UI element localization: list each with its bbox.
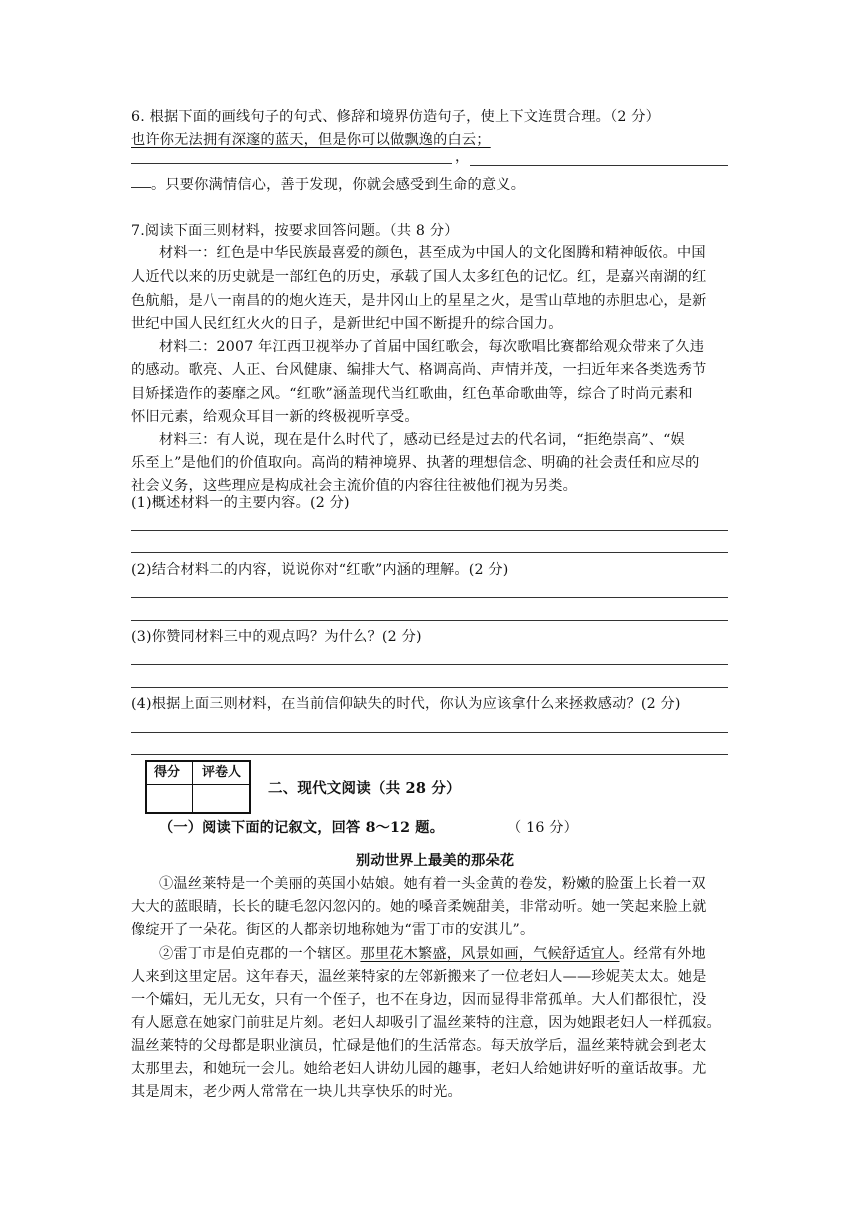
article-text: ②雷丁市是伯克郡的一个辖区。 xyxy=(159,946,361,962)
material-2-line: 的感动。歌亮、人正、台风健康、编排大气、格调高尚、声情并茂，一扫近年来各类选秀节 xyxy=(131,362,707,378)
q6-example-sentence: 也许你无法拥有深邃的蓝天，但是你可以做飘逸的白云； xyxy=(131,132,491,148)
material-1-line: 色航船，是八一南昌的的炮火连天，是井冈山上的星星之火，是雪山草地的赤胆忠心，是新 xyxy=(131,293,707,309)
article-line: 一个孀妇，无儿无女，只有一个侄子，也不在身边，因而显得非常孤单。大人们都很忙，没 xyxy=(131,992,707,1008)
section2-points: （ 16 分） xyxy=(507,820,579,836)
q7-sub1-prompt: (1)概述材料一的主要内容。(2 分) xyxy=(131,495,350,511)
q6-ending-text: 。只要你满情信心，善于发现，你就会感受到生命的意义。 xyxy=(151,177,526,193)
q7-sub3-prompt: (3)你赞同材料三中的观点吗？为什么？(2 分) xyxy=(131,629,422,645)
section2-title: 二、现代文阅读（共 28 分） xyxy=(268,780,461,797)
score-box xyxy=(145,760,251,814)
q6-prompt: 6. 根据下面的画线句子的句式、修辞和境界仿造句子，使上下文连贯合理。（2 分） xyxy=(131,109,661,125)
article-line: 有人愿意在她家门前驻足片刻。老妇人却吸引了温丝莱特的注意，因为她跟老妇人一样孤寂。 xyxy=(131,1015,721,1031)
material-2-line: 材料二：2007 年江西卫视举办了首届中国红歌会，每次歌唱比赛都给观众带来了久违 xyxy=(159,339,705,355)
article-line: 大大的蓝眼睛，长长的睫毛忽闪忽闪的。她的嗓音柔婉甜美，非常动听。她一笑起来脸上就 xyxy=(131,899,707,915)
article-line-first xyxy=(159,944,706,964)
article-line: 温丝莱特的父母都是职业演员，忙碌是他们的生活常态。每天放学后，温丝莱特就会到老太 xyxy=(131,1038,707,1054)
q7-prompt: 7.阅读下面三则材料，按要求回答问题。（共 8 分） xyxy=(131,223,459,239)
q7-sub1-answer-line[interactable] xyxy=(131,552,728,553)
q7-sub1-answer-line[interactable] xyxy=(131,530,728,531)
article-line: 人来到这里定居。这年春天，温丝莱特家的左邻新搬来了一位老妇人——珍妮芙太太。她是 xyxy=(131,969,707,985)
article-text: 。经常有外地 xyxy=(619,946,706,962)
material-1-line: 世纪中国人民红红火火的日子，是新世纪中国不断提升的综合国力。 xyxy=(131,316,563,332)
q7-sub4-answer-line[interactable] xyxy=(131,754,728,755)
q7-sub2-answer-line[interactable] xyxy=(131,620,728,621)
score-input-cell[interactable] xyxy=(147,785,191,814)
q7-sub2-prompt: (2)结合材料二的内容，说说你对“红歌”内涵的理解。(2 分) xyxy=(131,562,509,578)
material-3-line: 乐至上”是他们的价值取向。高尚的精神境界、执著的理想信念、明确的社会责任和应尽的 xyxy=(131,455,700,471)
q7-sub3-answer-line[interactable] xyxy=(131,687,728,688)
score-label: 得分 xyxy=(154,765,181,780)
q7-sub4-prompt: (4)根据上面三则材料，在当前信仰缺失的时代，你认为应该拿什么来拯救感动？(2 分) xyxy=(131,696,681,712)
material-2-line: 目矫揉造作的萎靡之风。“红歌”涵盖现代当红歌曲，红色革命歌曲等，综合了时尚元素和 xyxy=(131,386,693,402)
section2-subtitle: （一）阅读下面的记叙文，回答 8～12 题。 xyxy=(159,820,445,836)
article-line: 其是周末，老少两人常常在一块儿共享快乐的时光。 xyxy=(131,1084,462,1100)
underlined-sentence: 那里花木繁盛，风景如画，气候舒适宜人 xyxy=(360,946,620,962)
article-title: 别动世界上最美的那朵花 xyxy=(356,853,515,869)
material-3-line: 材料三：有人说，现在是什么时代了，感动已经是过去的代名词，“拒绝崇高”、“娱 xyxy=(159,432,685,448)
article-line: ①温丝莱特是一个美丽的英国小姑娘。她有着一头金黄的卷发，粉嫩的脸蛋上长着一双 xyxy=(159,876,706,892)
article-line: 太那里去，和她玩一会儿。她给老妇人讲幼儿园的趣事，老妇人给她讲好听的童话故事。尤 xyxy=(131,1061,707,1077)
material-3-line: 社会义务，这些理应是构成社会主流价值的内容往往被他们视为另类。 xyxy=(131,478,578,494)
q6-answer-blank-3[interactable] xyxy=(131,187,151,188)
article-line: 像绽开了一朵花。街区的人都亲切地称她为“雷丁市的安淇儿”。 xyxy=(131,922,535,938)
material-2-line: 怀旧元素，给观众耳目一新的终极视听享受。 xyxy=(131,409,419,425)
q7-sub4-answer-line[interactable] xyxy=(131,732,728,733)
q7-sub2-answer-line[interactable] xyxy=(131,597,728,598)
q6-comma: ， xyxy=(455,149,470,165)
q6-answer-blank-2[interactable] xyxy=(470,165,728,166)
material-1-line: 材料一：红色是中华民族最喜爱的颜色，甚至成为中国人的文化图腾和精神皈依。中国 xyxy=(159,245,706,261)
grader-input-cell[interactable] xyxy=(193,785,249,814)
grader-label: 评卷人 xyxy=(202,765,242,780)
material-1-line: 人近代以来的历史就是一部红色的历史，承载了国人太多红色的记忆。红，是嘉兴南湖的红 xyxy=(131,269,707,285)
q6-answer-blank-1[interactable] xyxy=(131,163,452,164)
q7-sub3-answer-line[interactable] xyxy=(131,664,728,665)
